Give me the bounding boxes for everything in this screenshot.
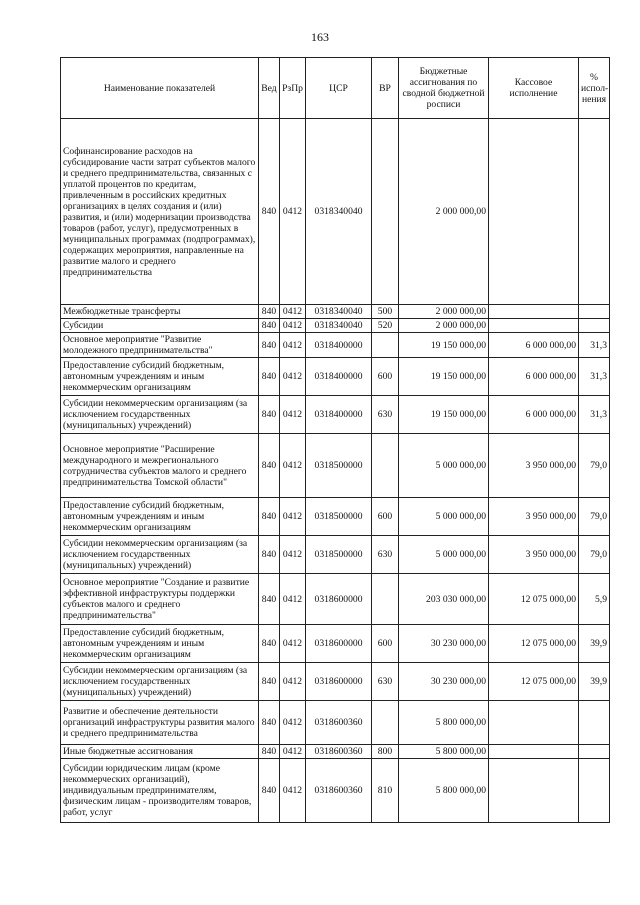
row-cash-execution: 12 075 000,00 xyxy=(489,574,579,625)
row-execution-percent xyxy=(579,119,610,305)
table-row xyxy=(61,396,610,434)
row-ved: 840 xyxy=(259,333,280,358)
row-csr: 0318400000 xyxy=(306,358,372,396)
row-assignments: 5 800 000,00 xyxy=(399,759,489,823)
row-vr: 630 xyxy=(372,396,399,434)
row-name: Субсидии некоммерческим организациям (за исключением государственных (муниципальных) учреждений) xyxy=(61,396,259,434)
table-row xyxy=(61,434,610,498)
table-row xyxy=(61,119,610,305)
row-ved: 840 xyxy=(259,434,280,498)
row-csr: 0318500000 xyxy=(306,434,372,498)
row-rzpr: 0412 xyxy=(280,333,306,358)
row-name: Предоставление субсидий бюджетным, автономным учреждениям и иным некоммерческим организациям xyxy=(61,625,259,663)
row-name: Основное мероприятие "Развитие молодежного предпринимательства" xyxy=(61,333,259,358)
row-ved: 840 xyxy=(259,358,280,396)
row-ved: 840 xyxy=(259,745,280,759)
row-csr: 0318600360 xyxy=(306,745,372,759)
row-ved: 840 xyxy=(259,498,280,536)
row-rzpr: 0412 xyxy=(280,536,306,574)
row-vr: 810 xyxy=(372,759,399,823)
row-assignments: 19 150 000,00 xyxy=(399,358,489,396)
row-cash-execution xyxy=(489,701,579,745)
column-header-assignments: Бюджетные ассигнования по сводной бюджетной росписи xyxy=(399,58,489,119)
row-name: Предоставление субсидий бюджетным, автономным учреждениям и иным некоммерческим организациям xyxy=(61,358,259,396)
row-rzpr: 0412 xyxy=(280,305,306,319)
row-cash-execution: 6 000 000,00 xyxy=(489,333,579,358)
row-vr: 500 xyxy=(372,305,399,319)
table-row xyxy=(61,319,610,333)
row-vr xyxy=(372,574,399,625)
row-execution-percent xyxy=(579,759,610,823)
table-header-row xyxy=(61,58,610,119)
row-rzpr: 0412 xyxy=(280,434,306,498)
row-execution-percent xyxy=(579,745,610,759)
row-name: Софинансирование расходов на субсидирование части затрат субъектов малого и среднего предпринимательства, связанных с уплатой процентов по кредитам, привлеченным в российских кредитных организациях в целях создания и (или) развития, и (или) модернизации производства товаров (работ, услуг), предусмотренных в муниципальных программах (подпрограммах), содержащих мероприятия, направленные на развитие малого и среднего предпринимательства xyxy=(61,119,259,305)
row-cash-execution xyxy=(489,319,579,333)
row-csr: 0318400000 xyxy=(306,333,372,358)
row-execution-percent: 31,3 xyxy=(579,396,610,434)
row-execution-percent: 79,0 xyxy=(579,498,610,536)
row-vr xyxy=(372,119,399,305)
row-csr: 0318600000 xyxy=(306,663,372,701)
row-name: Предоставление субсидий бюджетным, автономным учреждениям и иным некоммерческим организациям xyxy=(61,498,259,536)
row-name: Субсидии некоммерческим организациям (за исключением государственных (муниципальных) учреждений) xyxy=(61,663,259,701)
row-name: Межбюджетные трансферты xyxy=(61,305,259,319)
row-vr: 600 xyxy=(372,625,399,663)
column-header-execution-percent: % испол-нения xyxy=(579,58,610,119)
row-vr: 520 xyxy=(372,319,399,333)
row-name: Субсидии xyxy=(61,319,259,333)
column-header-name: Наименование показателей xyxy=(61,58,259,119)
row-ved: 840 xyxy=(259,701,280,745)
row-assignments: 5 000 000,00 xyxy=(399,498,489,536)
row-assignments: 5 000 000,00 xyxy=(399,536,489,574)
table-row xyxy=(61,759,610,823)
row-rzpr: 0412 xyxy=(280,119,306,305)
column-header-csr: ЦСР xyxy=(306,58,372,119)
table-row xyxy=(61,701,610,745)
row-rzpr: 0412 xyxy=(280,498,306,536)
row-cash-execution: 3 950 000,00 xyxy=(489,434,579,498)
row-execution-percent: 39,9 xyxy=(579,625,610,663)
row-assignments: 5 800 000,00 xyxy=(399,701,489,745)
row-execution-percent xyxy=(579,305,610,319)
row-assignments: 19 150 000,00 xyxy=(399,396,489,434)
row-cash-execution xyxy=(489,759,579,823)
row-csr: 0318340040 xyxy=(306,319,372,333)
row-cash-execution: 12 075 000,00 xyxy=(489,663,579,701)
table-row xyxy=(61,625,610,663)
row-cash-execution xyxy=(489,305,579,319)
budget-execution-table xyxy=(60,57,610,823)
row-vr xyxy=(372,434,399,498)
row-csr: 0318400000 xyxy=(306,396,372,434)
row-vr: 630 xyxy=(372,536,399,574)
row-execution-percent: 31,3 xyxy=(579,333,610,358)
table-row xyxy=(61,663,610,701)
row-execution-percent: 79,0 xyxy=(579,434,610,498)
row-cash-execution: 3 950 000,00 xyxy=(489,536,579,574)
table-row xyxy=(61,358,610,396)
row-csr: 0318600360 xyxy=(306,701,372,745)
row-execution-percent: 79,0 xyxy=(579,536,610,574)
row-name: Иные бюджетные ассигнования xyxy=(61,745,259,759)
row-ved: 840 xyxy=(259,574,280,625)
row-execution-percent: 31,3 xyxy=(579,358,610,396)
row-assignments: 203 030 000,00 xyxy=(399,574,489,625)
table-row xyxy=(61,574,610,625)
row-ved: 840 xyxy=(259,536,280,574)
row-name: Развитие и обеспечение деятельности организаций инфраструктуры развития малого и среднего предпринимательства xyxy=(61,701,259,745)
row-ved: 840 xyxy=(259,625,280,663)
row-cash-execution: 6 000 000,00 xyxy=(489,358,579,396)
column-header-rzpr: РзПр xyxy=(280,58,306,119)
table-row xyxy=(61,333,610,358)
row-vr: 630 xyxy=(372,663,399,701)
table-body xyxy=(61,119,610,823)
row-ved: 840 xyxy=(259,759,280,823)
row-vr xyxy=(372,333,399,358)
row-cash-execution: 3 950 000,00 xyxy=(489,498,579,536)
column-header-vr: ВР xyxy=(372,58,399,119)
row-name: Основное мероприятие "Расширение международного и межрегионального сотрудничества субъектов малого и среднего предпринимательства Томской области" xyxy=(61,434,259,498)
row-assignments: 5 800 000,00 xyxy=(399,745,489,759)
row-ved: 840 xyxy=(259,319,280,333)
row-rzpr: 0412 xyxy=(280,759,306,823)
row-rzpr: 0412 xyxy=(280,625,306,663)
row-cash-execution: 12 075 000,00 xyxy=(489,625,579,663)
row-csr: 0318340040 xyxy=(306,305,372,319)
row-vr: 800 xyxy=(372,745,399,759)
row-cash-execution: 6 000 000,00 xyxy=(489,396,579,434)
row-execution-percent xyxy=(579,319,610,333)
table-row xyxy=(61,305,610,319)
row-assignments: 2 000 000,00 xyxy=(399,119,489,305)
row-vr: 600 xyxy=(372,358,399,396)
row-ved: 840 xyxy=(259,663,280,701)
row-execution-percent: 39,9 xyxy=(579,663,610,701)
row-execution-percent: 5,9 xyxy=(579,574,610,625)
row-csr: 0318600360 xyxy=(306,759,372,823)
row-csr: 0318500000 xyxy=(306,536,372,574)
row-name: Основное мероприятие "Создание и развитие эффективной инфраструктуры поддержки субъектов малого и среднего предпринимательства" xyxy=(61,574,259,625)
row-ved: 840 xyxy=(259,119,280,305)
row-rzpr: 0412 xyxy=(280,745,306,759)
row-rzpr: 0412 xyxy=(280,701,306,745)
row-vr: 600 xyxy=(372,498,399,536)
row-csr: 0318600000 xyxy=(306,574,372,625)
row-rzpr: 0412 xyxy=(280,319,306,333)
table-row xyxy=(61,536,610,574)
row-ved: 840 xyxy=(259,396,280,434)
row-assignments: 19 150 000,00 xyxy=(399,333,489,358)
row-assignments: 30 230 000,00 xyxy=(399,663,489,701)
row-vr xyxy=(372,701,399,745)
row-assignments: 30 230 000,00 xyxy=(399,625,489,663)
row-assignments: 2 000 000,00 xyxy=(399,305,489,319)
row-rzpr: 0412 xyxy=(280,358,306,396)
column-header-ved: Вед xyxy=(259,58,280,119)
row-rzpr: 0412 xyxy=(280,574,306,625)
table-row xyxy=(61,498,610,536)
table-row xyxy=(61,745,610,759)
row-assignments: 2 000 000,00 xyxy=(399,319,489,333)
row-cash-execution xyxy=(489,119,579,305)
page-number: 163 xyxy=(311,30,329,44)
row-name: Субсидии некоммерческим организациям (за исключением государственных (муниципальных) учреждений) xyxy=(61,536,259,574)
row-cash-execution xyxy=(489,745,579,759)
row-rzpr: 0412 xyxy=(280,396,306,434)
column-header-cash-execution: Кассовое исполнение xyxy=(489,58,579,119)
row-csr: 0318600000 xyxy=(306,625,372,663)
row-name: Субсидии юридическим лицам (кроме некоммерческих организаций), индивидуальным предпринимателям, физическим лицам - производителям товаров, работ, услуг xyxy=(61,759,259,823)
row-assignments: 5 000 000,00 xyxy=(399,434,489,498)
row-csr: 0318500000 xyxy=(306,498,372,536)
row-csr: 0318340040 xyxy=(306,119,372,305)
row-ved: 840 xyxy=(259,305,280,319)
row-execution-percent xyxy=(579,701,610,745)
row-rzpr: 0412 xyxy=(280,663,306,701)
